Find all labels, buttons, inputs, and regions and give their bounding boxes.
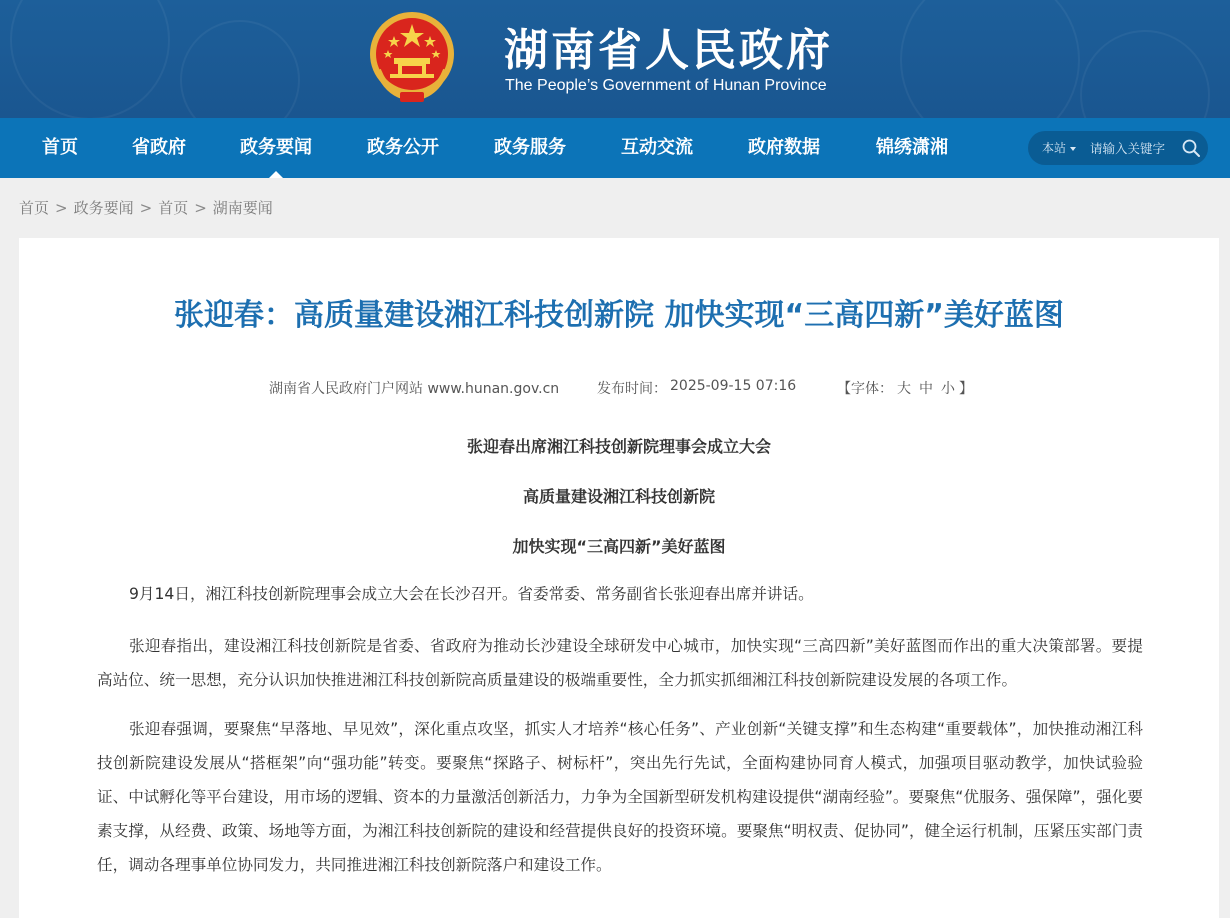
breadcrumb <box>19 198 273 218</box>
font-size-medium[interactable]: 中 <box>919 381 933 397</box>
search-icon[interactable] <box>1181 138 1201 158</box>
nav-item-government-data[interactable]: 政府数据 <box>748 137 820 158</box>
article-container <box>19 238 1219 918</box>
breadcrumb-link-hunan-news[interactable]: 湖南要闻 <box>212 199 273 217</box>
search-scope-dropdown[interactable] <box>1042 131 1076 165</box>
article-paragraph: 张迎春指出，建设湘江科技创新院是省委、省政府为推动长沙建设全球研发中心城市，加快实现“三高四新”美好蓝图而作出的重大决策部署。要提高站位、统一思想，充分认识加快推进湘江科技创新院高质量建设的极端重要性，全力抓实抓细湘江科技创新院建设发展的各项工作。 <box>97 637 1143 689</box>
article-source: 湖南省人民政府门户网站 www.hunan.gov.cn <box>269 381 560 397</box>
nav-item-jinxiu-xiaoxiang[interactable]: 锦绣潇湘 <box>876 137 948 158</box>
publish-time: 2025-09-15 07:16 <box>670 378 797 394</box>
breadcrumb-link-home[interactable]: 首页 <box>19 199 50 217</box>
header-decoration <box>180 20 300 118</box>
search-scope-label: 本站 <box>1042 141 1067 155</box>
breadcrumb-separator: > <box>139 199 153 217</box>
breadcrumb-separator: > <box>55 199 68 217</box>
site-subtitle: The People’s Government of Hunan Province <box>505 77 827 94</box>
breadcrumb-link-government-news[interactable]: 政务要闻 <box>73 199 134 217</box>
header-decoration <box>10 0 170 118</box>
publish-time-label: 发布时间： <box>597 381 667 397</box>
main-nav <box>0 118 1230 178</box>
article-title: 张迎春：高质量建设湘江科技创新院 加快实现“三高四新”美好蓝图 <box>174 298 1064 333</box>
font-size-control <box>837 378 973 398</box>
article-subhead: 张迎春出席湘江科技创新院理事会成立大会 <box>466 437 771 456</box>
search-input[interactable] <box>1090 137 1182 159</box>
nav-item-interaction[interactable]: 互动交流 <box>621 137 693 158</box>
breadcrumb-separator: > <box>194 199 207 217</box>
caret-down-icon <box>1070 147 1076 151</box>
article-paragraph: 9月14日，湘江科技创新院理事会成立大会在长沙召开。省委常委、常务副省长张迎春出席并讲话。 <box>129 585 814 603</box>
font-size-small[interactable]: 小 <box>941 381 955 397</box>
article-subhead: 高质量建设湘江科技创新院 <box>522 487 715 506</box>
article-paragraph: 张迎春强调，要聚焦“早落地、早见效”，深化重点攻坚，抓实人才培养“核心任务”、产业创新“关键支撑”和生态构建“重要载体”，加快推动湘江科技创新院建设发展从“搭框架”向“强功能”转变。要聚焦“探路子、树标杆”，突出先行先试，全面构建协同育人模式，加强项目驱动教学，加快试验验证、中试孵化等平台建设，用市场的逻辑、资本的力量激活创新活力，力争为全国新型研发机构建设提供“湖南经验”。要聚焦“优服务、强保障”，强化要素支撑，从经费、政策、场地等方面，为湘江科技创新院的建设和经营提供良好的投资环境。要聚焦“明权责、促协同”，健全运行机制，压紧压实部门责任，调动各理事单位协同发力，共同推进湘江科技创新院落户和建设工作。 <box>97 720 1143 874</box>
nav-item-provincial-government[interactable]: 省政府 <box>132 137 186 158</box>
header-decoration <box>900 0 1080 118</box>
site-title: 湖南省人民政府 <box>504 25 833 76</box>
font-size-label: 【字体： <box>837 381 893 397</box>
header-decoration <box>1080 30 1210 118</box>
nav-item-government-news[interactable]: 政务要闻 <box>240 118 312 178</box>
nav-item-government-services[interactable]: 政务服务 <box>494 137 566 158</box>
font-size-label-close: 】 <box>959 381 973 397</box>
national-emblem-icon[interactable] <box>368 10 456 104</box>
article-meta <box>19 378 1219 398</box>
font-size-large[interactable]: 大 <box>897 381 911 397</box>
nav-item-government-affairs-public[interactable]: 政务公开 <box>367 137 439 158</box>
nav-item-home[interactable]: 首页 <box>42 137 78 158</box>
article-subhead: 加快实现“三高四新”美好蓝图 <box>512 537 726 556</box>
breadcrumb-link-home-2[interactable]: 首页 <box>158 199 189 217</box>
search-box <box>1028 131 1208 165</box>
site-header <box>0 0 1230 118</box>
